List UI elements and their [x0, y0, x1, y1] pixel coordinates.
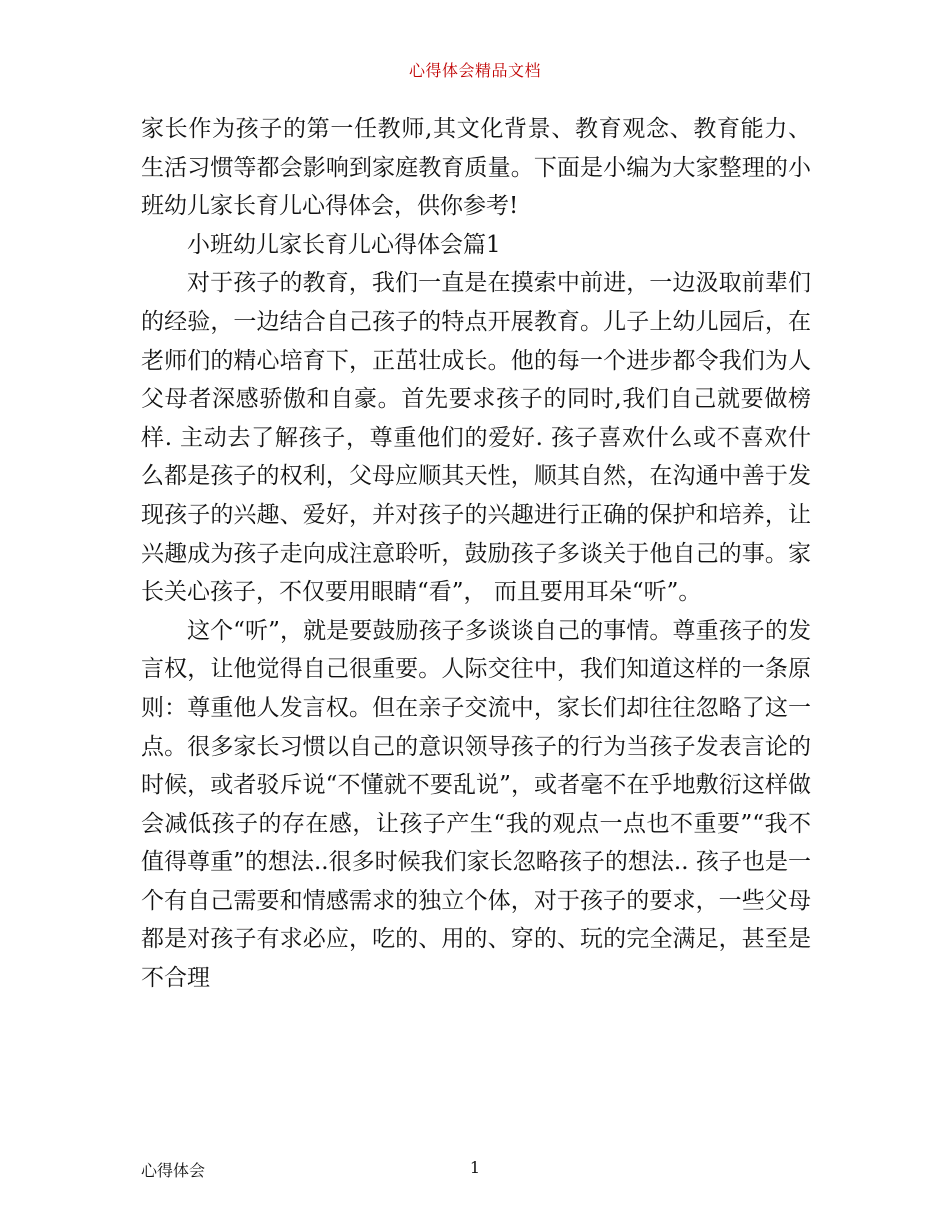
page-number: 1 — [469, 1158, 481, 1177]
page-header: 心得体会精品文档 — [408, 61, 541, 80]
document-body — [141, 110, 811, 998]
footer-label: 心得体会 — [141, 1161, 206, 1180]
section-title: 小班幼儿家长育儿心得体会篇1 — [187, 231, 501, 258]
intro-paragraph: 家长作为孩子的第一任教师,其文化背景、教育观念、教育能力、生活习惯等都会影响到家庭教育质量。下面是小编为大家整理的小班幼儿家长育儿心得体会，供你参考! — [141, 116, 811, 220]
body-paragraph-1: 对于孩子的教育，我们一直是在摸索中前进，一边汲取前辈们的经验，一边结合自己孩子的特点开展教育。儿子上幼儿园后，在老师们的精心培育下，正茁壮成长。他的每一个进步都令我们为人父母者深感骄傲和自豪。首先要求孩子的同时,我们自己就要做榜样. 主动去了解孩子，尊重他们的爱好. 孩子喜欢什么或不喜欢什么都是孩子的权利，父母应顺其天性，顺其自然，在沟通中善于发现孩子的兴趣、爱好，并对孩子的兴趣进行正确的保护和培养，让兴趣成为孩子走向成注意聆听，鼓励孩子多谈关于他自己的事。家长关心孩子，不仅要用眼睛“看”， 而且要用耳朵“听”。 — [141, 270, 811, 606]
body-paragraph-2: 这个“听”，就是要鼓励孩子多谈谈自己的事情。尊重孩子的发言权，让他觉得自己很重要。人际交往中，我们知道这样的一条原则：尊重他人发言权。但在亲子交流中，家长们却往往忽略了这一点。很多家长习惯以自己的意识领导孩子的行为当孩子发表言论的时候，或者驳斥说“不懂就不要乱说”，或者毫不在乎地敷衍这样做会减低孩子的存在感，让孩子产生“我的观点一点也不重要”“我不值得尊重”的想法..很多时候我们家长忽略孩子的想法.. 孩子也是一个有自己需要和情感需求的独立个体，对于孩子的要求，一些父母都是对孩子有求必应，吃的、用的、穿的、玩的完全满足，甚至是不合理 — [141, 617, 811, 992]
